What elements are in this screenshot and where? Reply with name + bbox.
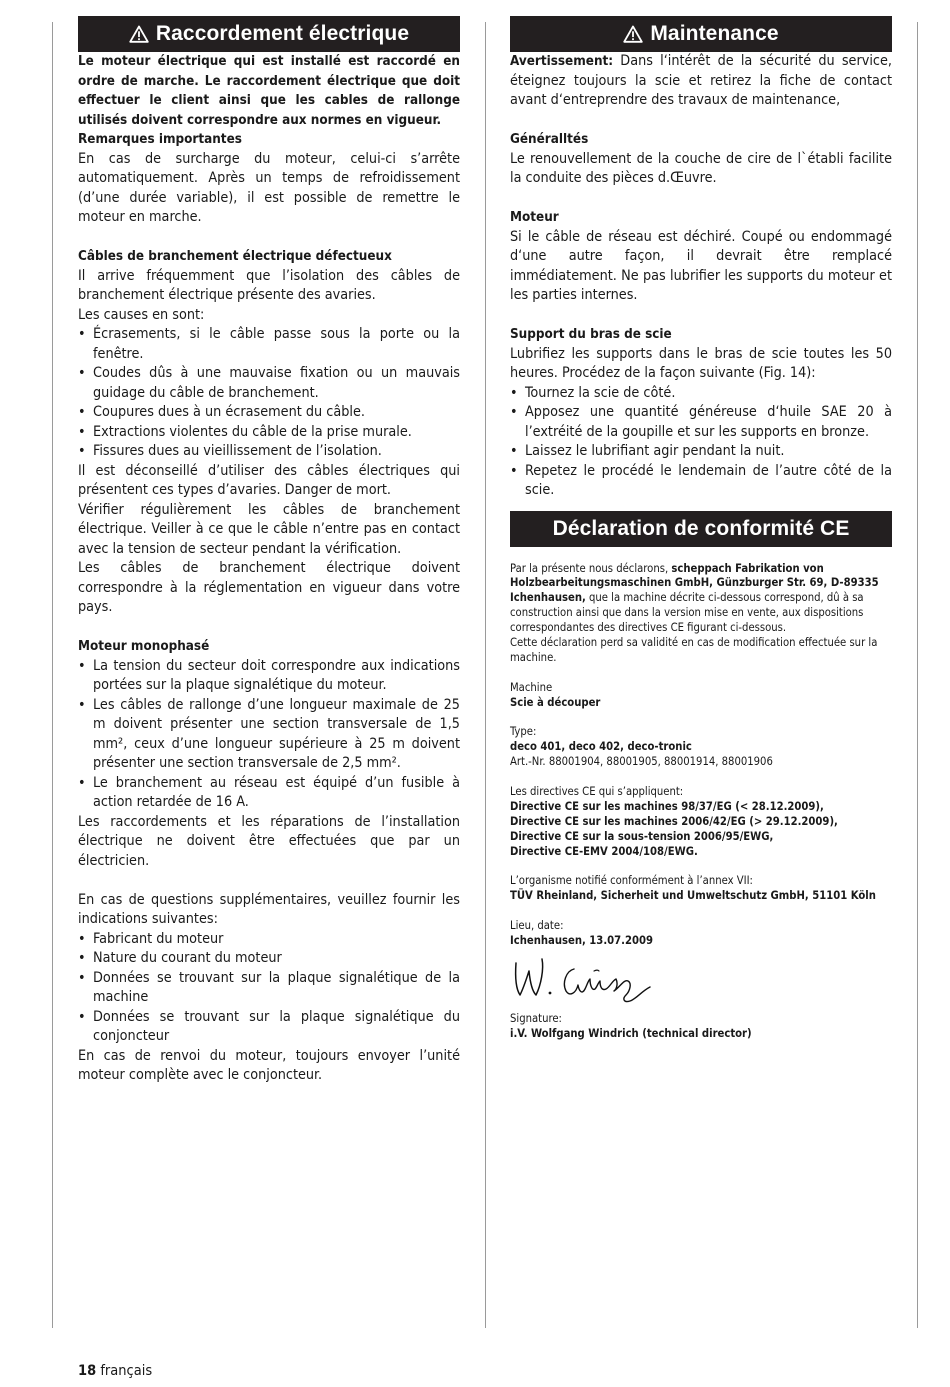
list-item: • Les câbles de rallonge d’une longueur maximale de 25 m doivent présenter une section transversale de 1,5 mm², ceux d’une longueur supérieure à 25 m doivent présenter une section transversale de 2,5 mm².: [78, 696, 460, 774]
questions-text: En cas de questions supplémentaires, veuillez fournir les indications suivantes:: [78, 891, 460, 927]
directive-item: Directive CE sur les machines 2006/42/EG (> 29.12.2009),: [510, 814, 838, 828]
list-item: • Écrasements, si le câble passe sous la porte ou la fenêtre.: [78, 325, 460, 364]
ce-intro: [510, 562, 892, 637]
mono-list: [78, 657, 460, 813]
section-title: Déclaration de conformité CE: [552, 516, 850, 540]
general-text: Le renouvellement de la couche de cire de l`établi facilite la conduite des pièces d.Œuvre.: [510, 150, 892, 186]
list-item: • Laissez le lubrifiant agir pendant la nuit.: [510, 442, 892, 462]
arm-list: [510, 384, 892, 501]
directive-item: Directive CE sur la sous-tension 2006/95/EWG,: [510, 829, 774, 843]
section-header-maintenance: [510, 16, 892, 52]
list-item: • Données se trouvant sur la plaque signalétique du conjoncteur: [78, 1008, 460, 1047]
handwritten-signature: [510, 951, 670, 1003]
causes-label: Les causes en sont:: [78, 306, 205, 323]
right-column: [510, 16, 892, 1042]
list-item: • Repetez le procédé le lendemain de l’autre côté de la scie.: [510, 462, 892, 501]
list-item: • Extractions violentes du câble de la prise murale.: [78, 423, 460, 443]
ce-intro-start: Par la présente nous déclarons,: [510, 561, 669, 575]
remarks-heading: Remarques importantes: [78, 132, 242, 147]
mono-text: Les raccordements et les réparations de l’installation électrique ne doivent être effectuées que par un électricien.: [78, 813, 460, 869]
list-item: • Coudes dûs à une mauvaise fixation ou un mauvais guidage du câble de branchement.: [78, 364, 460, 403]
section-title: Raccordement électrique: [155, 22, 410, 45]
ce-company: scheppach Fabrikation von Holzbearbeitungsmaschinen GmbH, Günzburger Str. 69, D-89335 Ichenhausen,: [510, 561, 879, 605]
cables-text: Il arrive fréquemment que l’isolation des câbles de branchement électrique présente des avaries.: [78, 267, 460, 303]
ce-intro-end: que la machine décrite ci-dessous correspond, dû à sa construction ainsi que dans la version mise en vente, aux dispositions correspondantes des directives CE figurant ci-dessous.: [510, 591, 864, 635]
general-heading: Généralltés: [510, 132, 589, 147]
directives-label: Les directives CE qui s’appliquent:: [510, 785, 684, 799]
column-rule-left: [52, 22, 53, 1328]
warning-text: Dans l‘intérêt de la sécurité du service, éteignez toujours la scie et retirez la fiche de contact avant d‘entreprendre des travaux de maintenance,: [510, 53, 892, 108]
ce-validity: Cette déclaration perd sa validité en cas de modification effectuée sur la machine.: [510, 636, 878, 664]
arm-heading: Support du bras de scie: [510, 327, 672, 342]
cables-warning: Il est déconseillé d’utiliser des câbles électriques qui présentent ces types d’avaries. Danger de mort.: [78, 462, 460, 498]
type-label: Type:: [510, 725, 537, 739]
type-value: deco 401, deco 402, deco-tronic: [510, 740, 692, 754]
section-title: Maintenance: [650, 22, 779, 45]
section-header-electrical: [78, 16, 460, 52]
list-item: • Nature du courant du moteur: [78, 949, 460, 969]
motor-text: Si le câble de réseau est déchiré. Coupé ou endommagé d‘une autre façon, il devrait être remplacé immédiatement. Ne pas lubrifier les supports du moteur et les parties internes.: [510, 228, 892, 303]
notified-value: TÜV Rheinland, Sicherheit und Umweltschutz GmbH, 51101 Köln: [510, 889, 876, 903]
place-label: Lieu, date:: [510, 919, 564, 933]
signature-label: Signature:: [510, 1011, 562, 1025]
warning-icon: [623, 25, 643, 43]
motor-heading: Moteur: [510, 210, 559, 225]
list-item: • La tension du secteur doit correspondre aux indications portées sur la plaque signalétique du moteur.: [78, 657, 460, 696]
causes-list: [78, 325, 460, 462]
left-column: [78, 16, 460, 1086]
column-rule-right: [917, 22, 918, 1328]
list-item: • Fissures dues au vieillissement de l’isolation.: [78, 442, 460, 462]
art-value: Art.-Nr. 88001904, 88001905, 88001914, 88001906: [510, 755, 773, 769]
list-item: • Données se trouvant sur la plaque signalétique de la machine: [78, 969, 460, 1008]
footer-language: français: [100, 1363, 153, 1379]
list-item: • Fabricant du moteur: [78, 930, 460, 950]
page-footer: [78, 1363, 152, 1379]
column-rule-middle: [485, 22, 486, 1328]
section-header-ce: [510, 511, 892, 547]
arm-text: Lubrifiez les supports dans le bras de scie toutes les 50 heures. Procédez de la façon suivante (Fig. 14):: [510, 345, 892, 381]
intro-text: Le moteur électrique qui est installé est raccordé en ordre de marche. Le raccordement électrique que doit effectuer le client ainsi que les cables de rallonge utilisés doivent correspondre aux normes en vigueur.: [78, 54, 460, 128]
list-item: • Tournez la scie de côté.: [510, 384, 892, 404]
questions-list: [78, 930, 460, 1047]
mono-heading: Moteur monophasé: [78, 639, 210, 654]
warning-label: Avertissement:: [510, 54, 614, 69]
return-text: En cas de renvoi du moteur, toujours envoyer l’unité moteur complète avec le conjoncteur.: [78, 1047, 460, 1083]
cables-check: Vérifier régulièrement les câbles de branchement électrique. Veiller à ce que le câble n’entre pas en contact avec la tension de secteur pendant la vérification.: [78, 501, 460, 557]
warning-paragraph: [510, 52, 892, 111]
list-item: • Apposez une quantité généreuse d‘huile SAE 20 à l’extréité de la goupille et sur les supports en bronze.: [510, 403, 892, 442]
list-item: • Coupures dues à un écrasement du câble.: [78, 403, 460, 423]
signature-value: i.V. Wolfgang Windrich (technical director): [510, 1026, 752, 1040]
list-item: • Le branchement au réseau est équipé d’un fusible à action retardée de 16 A.: [78, 774, 460, 813]
place-value: Ichenhausen, 13.07.2009: [510, 934, 653, 948]
page-number: 18: [78, 1363, 97, 1379]
machine-label: Machine: [510, 680, 553, 694]
warning-icon: [129, 25, 149, 43]
machine-value: Scie à découper: [510, 695, 601, 709]
cables-heading: Câbles de branchement électrique défectueux: [78, 249, 392, 264]
directive-item: Directive CE sur les machines 98/37/EG (< 28.12.2009),: [510, 799, 824, 813]
remarks-text: En cas de surcharge du moteur, celui-ci s’arrête automatiquement. Après un temps de refroidissement (d’une durée variable), il est possible de remettre le moteur en marche.: [78, 150, 460, 225]
notified-label: L’organisme notifié conformément à l’annex VII:: [510, 874, 753, 888]
directive-item: Directive CE-EMV 2004/108/EWG.: [510, 844, 698, 858]
cables-rules: Les câbles de branchement électrique doivent correspondre à la réglementation en vigueur dans votre pays.: [78, 560, 460, 615]
